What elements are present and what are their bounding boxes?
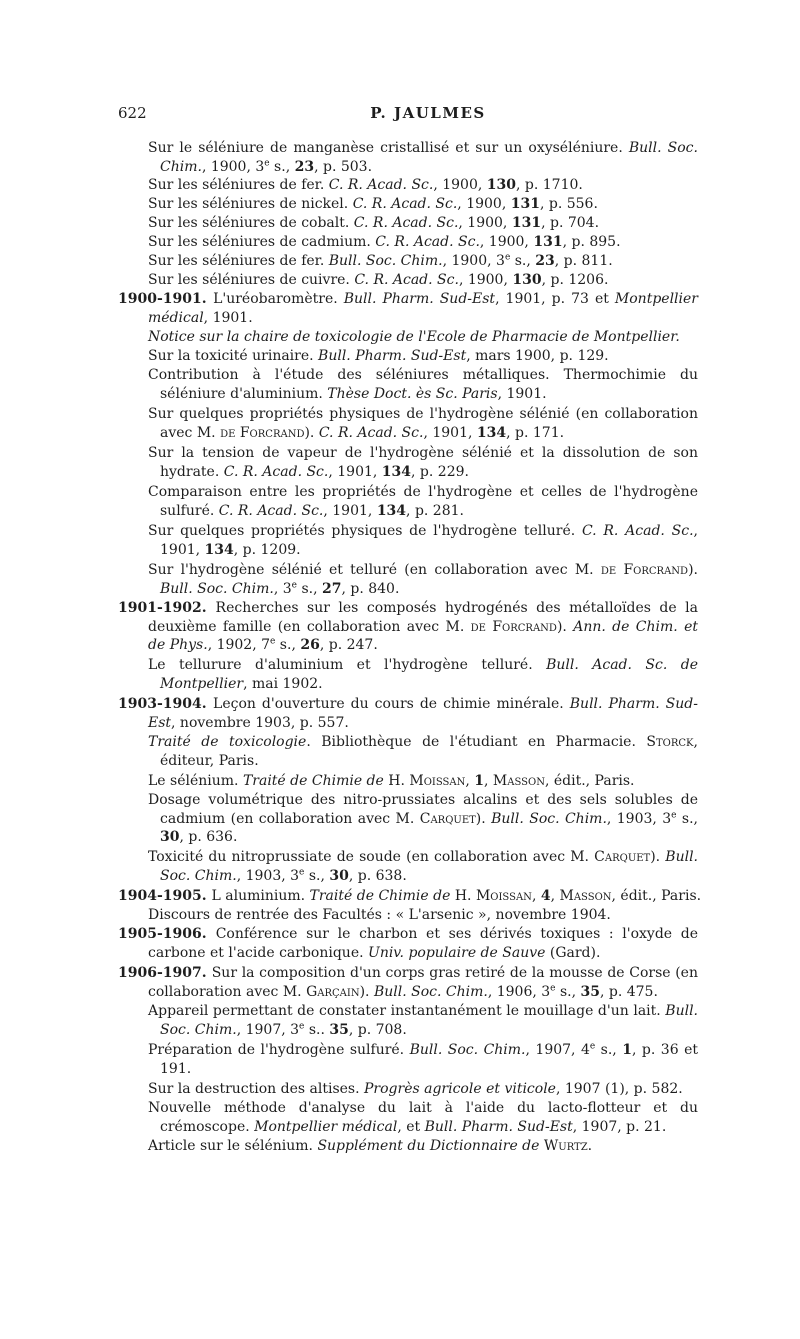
entry-text: Montpellier médical — [148, 291, 698, 326]
entry-text: Le tellurure d'aluminium et l'hydrogène telluré. — [148, 657, 547, 673]
entry-text: Bull. Pharm. Sud-Est — [343, 291, 496, 307]
entry-text: s.. — [304, 1021, 330, 1038]
entry-text: 1 — [474, 773, 485, 789]
entry-text: , p. 1209. — [233, 541, 301, 558]
entry-text: , 1907, 3 — [236, 1021, 300, 1038]
entry-text: 26 — [300, 637, 320, 654]
entry-text: e — [671, 809, 677, 820]
entry-text: Bull. Pharm. Sud-Est — [318, 348, 467, 364]
entry-text: L aluminium. — [211, 888, 310, 904]
entry-text: , 1906, 3 — [487, 983, 551, 1000]
entry-text: Discours de rentrée des Facultés : « L'arsenic », novembre 1904. — [148, 907, 611, 923]
entry-text: Traité de Chimie de — [309, 888, 451, 904]
entry-text: 35 — [329, 1021, 349, 1038]
entry-text: Storck — [646, 734, 694, 750]
bibliography-entry — [148, 195, 698, 214]
entry-text: Article sur le sélénium. — [148, 1138, 318, 1154]
entry-year: 1904-1905. — [118, 888, 212, 904]
entry-text: Sur la composition d'un corps gras retiré de la mousse de Corse (en collaboration avec M. — [148, 965, 698, 1000]
entry-year: 1901-1902. — [118, 600, 216, 616]
entry-text: 134 — [376, 502, 407, 519]
entry-text: . — [587, 1138, 593, 1154]
entry-text: Garçain — [306, 983, 360, 1000]
entry-text: , p. 638. — [348, 867, 407, 884]
entry-text: Sur le séléniure de manganèse cristallisé et sur un oxyséléniure. — [148, 140, 629, 156]
bibliography-entry — [148, 791, 698, 847]
entry-text: , 1900, 3 — [201, 158, 265, 175]
entry-text: , et — [397, 1118, 425, 1135]
entry-text: C. R. Acad. Sc. — [353, 215, 459, 231]
entry-text: e — [299, 1020, 305, 1031]
entry-text: Bull. Pharm. Sud-Est — [424, 1118, 573, 1135]
entry-text: Sur les séléniures de fer. — [148, 177, 329, 193]
bibliography-entry — [148, 444, 698, 481]
entry-text: 23 — [294, 158, 315, 175]
entry-text: , 1907 (1), p. 582. — [555, 1081, 683, 1097]
entry-text: H. — [383, 773, 410, 789]
page-header — [118, 104, 738, 126]
entry-text: e — [550, 982, 556, 993]
entry-year: 1900-1901. — [118, 291, 214, 307]
entry-text: , p. 229. — [411, 463, 469, 480]
entry-text: Carquet — [419, 810, 476, 827]
entry-text: Thèse Doct. ès Sc. Paris — [327, 385, 498, 402]
bibliography-entry — [148, 1137, 698, 1156]
entry-text: s., — [595, 1042, 623, 1058]
entry-text: Traité de toxicologie — [148, 734, 307, 750]
entry-text: Sur quelques propriétés physiques de l'hydrogène telluré. — [148, 523, 582, 539]
bibliography-entry — [148, 848, 698, 885]
entry-text: Bull. Soc. Chim. — [328, 253, 443, 269]
entry-text: Moissan — [409, 773, 466, 789]
entry-text: , 1900, — [458, 272, 513, 288]
entry-text: , p. 1710. — [516, 177, 583, 193]
entry-text: , novembre 1903, p. 557. — [171, 714, 349, 731]
entry-text: 131 — [511, 215, 542, 231]
entry-text: 131 — [533, 234, 563, 250]
entry-text: Conférence sur le charbon et ses dérivés toxiques : l'oxyde de carbone et l'acide carbonique. — [148, 926, 698, 961]
entry-text: Bull. Soc. Chim. — [160, 1003, 698, 1038]
entry-text: Bull. Soc. Chim. — [160, 580, 274, 597]
bibliography-entry — [148, 405, 698, 442]
entry-text: Moissan — [475, 888, 532, 904]
bibliography-entry — [148, 366, 698, 403]
entry-year: 1906-1907. — [118, 965, 212, 981]
entry-text: 23 — [535, 253, 555, 269]
entry-text: , 1901, — [328, 463, 382, 480]
entry-text: , 1901, — [423, 424, 477, 441]
entry-text: s., — [676, 810, 698, 827]
entry-text: Appareil permettant de constater instantanément le mouillage d'un lait. — [148, 1003, 666, 1019]
bibliography-entry — [148, 233, 698, 252]
entry-text: e — [504, 252, 511, 263]
entry-text: , p. 247. — [319, 637, 378, 654]
entry-text: Bull. Acad. Sc. de Montpellier — [160, 657, 698, 692]
entry-text: Notice sur la chaire de toxicologie de l'Ecole de Pharmacie de Montpellier. — [148, 329, 680, 345]
bibliography-entry — [118, 887, 702, 906]
entry-text: , mars 1900, p. 129. — [466, 348, 609, 364]
entry-text: , 1907, 4 — [525, 1042, 590, 1058]
entry-text: C. R. Acad. Sc. — [581, 523, 694, 539]
entry-text: 30 — [329, 867, 349, 884]
entry-text: s., — [304, 867, 330, 884]
entry-text: 27 — [322, 580, 342, 597]
entry-text: Sur la tension de vapeur de l'hydrogène sélénié et la dissolution de son hydrate. — [148, 445, 698, 480]
entry-text: 30 — [160, 829, 180, 846]
entry-text: Traité de Chimie de — [242, 773, 384, 789]
entry-text: 4 — [540, 888, 551, 904]
entry-text: C. R. Acad. Sc. — [328, 177, 434, 193]
entry-text: , p. 811. — [554, 253, 613, 269]
entry-text: , p. 36 et 191. — [160, 1042, 698, 1077]
entry-text: Sur quelques propriétés physiques de l'hydrogène sélénié (en collaboration avec M. — [148, 406, 698, 441]
entry-text: de Forcrand — [220, 424, 305, 441]
entry-text: C. R. Acad. Sc. — [352, 196, 458, 212]
entry-text: , 3 — [273, 580, 292, 597]
bibliography-entry — [148, 139, 698, 176]
bibliography-entry — [118, 599, 698, 655]
entry-text: Sur les séléniures de fer. — [148, 253, 329, 269]
entry-text: Sur l'hydrogène sélénié et telluré (en collaboration avec M. — [148, 562, 601, 578]
entry-text: H. — [450, 888, 476, 904]
entry-text: C. R. Acad. Sc. — [218, 502, 324, 519]
entry-text: Bull. Pharm. Sud-Est — [148, 696, 698, 731]
entry-text: Préparation de l'hydrogène sulfuré. — [148, 1042, 410, 1058]
entry-text: , 1900, — [458, 215, 512, 231]
entry-text: Sur la destruction des altises. — [148, 1081, 364, 1097]
entry-text: Carquet — [594, 849, 651, 865]
entry-text: s., — [555, 983, 581, 1000]
entry-text: Sur les séléniures de cobalt. — [148, 215, 354, 231]
bibliography-entry — [148, 733, 698, 770]
bibliography-entry — [118, 695, 698, 732]
entry-text: , — [465, 773, 475, 789]
entry-text: de Forcrand — [470, 618, 557, 635]
bibliography-entry — [148, 1041, 698, 1078]
entry-text: Comparaison entre les propriétés de l'hydrogène et celles de l'hydrogène sulfuré. — [148, 484, 698, 519]
bibliography-entry — [148, 271, 698, 290]
entry-text: , 1900, 3 — [442, 253, 505, 269]
entry-text: e — [589, 1041, 596, 1052]
entry-text: 134 — [476, 424, 507, 441]
entry-text: L'uréobaromètre. — [213, 291, 344, 307]
entry-text: Bull. Soc. Chim. — [160, 849, 698, 884]
bibliography-entry — [148, 347, 698, 366]
bibliography-entry — [148, 772, 698, 791]
entry-text: ). — [304, 424, 319, 441]
bibliography-entry — [148, 483, 698, 520]
bibliography-entry — [148, 1002, 698, 1039]
entry-text: Nouvelle méthode d'analyse du lait à l'aide du lacto-flotteur et du crémoscope. — [148, 1100, 698, 1135]
entry-text: , p. 1206. — [541, 272, 609, 288]
entry-text: , éditeur, Paris. — [160, 734, 698, 769]
entry-text: 1 — [622, 1042, 632, 1058]
bibliography-entry — [118, 964, 698, 1001]
entry-text: e — [291, 579, 297, 590]
bibliography-entry — [148, 656, 698, 693]
bibliography-entry — [118, 925, 698, 962]
entry-text: C. R. Acad. Sc. — [354, 272, 459, 288]
entry-text: , 1900, — [433, 177, 487, 193]
entry-text: Masson — [559, 888, 612, 904]
bibliography-entry — [118, 290, 698, 327]
entry-text: Leçon d'ouverture du cours de chimie minérale. — [213, 696, 570, 712]
entry-text: s., — [297, 580, 322, 597]
entry-text: , 1901. — [497, 385, 547, 402]
entry-text: Sur les séléniures de cadmium. — [148, 234, 376, 250]
entry-text: s., — [269, 158, 295, 175]
entry-text: , p. 708. — [348, 1021, 407, 1038]
page-number: 622 — [118, 104, 147, 122]
entry-text: . Bibliothèque de l'étudiant en Pharmacie. — [306, 734, 647, 750]
bibliography-entry — [148, 252, 698, 271]
bibliography-entry — [148, 906, 698, 925]
entry-year: 1903-1904. — [118, 696, 214, 712]
entry-text: Bull. Soc. Chim. — [491, 810, 607, 827]
entry-text: 130 — [512, 272, 542, 288]
entry-text: C. R. Acad. Sc. — [318, 424, 424, 441]
entry-text: , p. 503. — [314, 158, 373, 175]
entry-text: de Forcrand — [600, 562, 689, 578]
entry-text: Univ. populaire de Sauve — [368, 944, 546, 961]
entry-text: C. R. Acad. Sc. — [223, 463, 329, 480]
entry-text: Toxicité du nitroprussiate de soude (en collaboration avec M. — [148, 849, 595, 865]
entry-text: C. R. Acad. Sc. — [375, 234, 480, 250]
entry-text: Contribution à l'étude des séléniures métalliques. Thermochimie du séléniure d'aluminium. — [148, 367, 698, 402]
entry-text: , 1901. — [203, 309, 253, 326]
entry-text: , p. 704. — [541, 215, 600, 231]
entry-text: , 1907, p. 21. — [572, 1118, 667, 1135]
entry-text: , — [484, 773, 493, 789]
entry-text: ). — [475, 810, 492, 827]
entry-text: Sur les séléniures de nickel. — [148, 196, 353, 212]
bibliography-entry — [148, 1080, 698, 1099]
entry-text: Wurtz — [543, 1138, 588, 1154]
entry-text: Dosage volumétrique des nitro-prussiates alcalins et des sels solubles de cadmium (en collaboration avec M. — [148, 792, 698, 827]
bibliography-entry — [148, 214, 698, 233]
entry-text: , p. 475. — [599, 983, 658, 1000]
bibliography-entry — [148, 1099, 698, 1136]
bibliography-entry — [148, 522, 698, 559]
entry-text: Bull. Soc. Chim. — [160, 140, 698, 175]
entry-text: Ann. de Chim. et de Phys. — [148, 618, 698, 654]
entry-text: , p. 556. — [539, 196, 598, 212]
entry-text: Sur la toxicité urinaire. — [148, 348, 319, 364]
entry-text: , 1902, 7 — [207, 637, 271, 654]
entry-year: 1905-1906. — [118, 926, 216, 942]
entry-text: (Gard). — [545, 944, 601, 961]
entry-text: 134 — [204, 541, 234, 558]
entry-text: , 1903, 3 — [236, 867, 300, 884]
entry-text: Supplément du Dictionnaire de — [317, 1138, 540, 1154]
entry-text: ). — [650, 849, 666, 865]
entry-text: 130 — [486, 177, 517, 193]
bibliography-entry — [148, 328, 698, 347]
bibliography-entry — [148, 561, 698, 598]
entry-text: Recherches sur les composés hydrogénés des métalloïdes de la deuxième famille (en collaboration avec M. — [148, 600, 698, 635]
entry-text: , — [550, 888, 560, 904]
entry-text: , p. 171. — [506, 424, 565, 441]
entry-text: s., — [275, 637, 301, 654]
entry-text: Bull. Soc. Chim. — [409, 1042, 526, 1058]
entry-text: e — [299, 866, 305, 877]
entry-text: Masson — [492, 773, 545, 789]
entry-text: , édit., Paris. — [611, 888, 702, 904]
entry-text: , p. 281. — [406, 502, 464, 519]
entry-text: Le sélénium. — [148, 773, 243, 789]
entry-text: , 1901, p. 73 et — [495, 291, 615, 307]
entry-text: , p. 895. — [562, 234, 621, 250]
entry-text: ). — [688, 562, 698, 578]
entry-text: 131 — [510, 196, 540, 212]
entry-text: ). — [359, 983, 374, 1000]
entry-text: , 1901, — [160, 523, 698, 558]
running-title: P. JAULMES — [370, 104, 486, 122]
entry-text: , p. 636. — [179, 829, 238, 846]
entry-text: Sur les séléniures de cuivre. — [148, 272, 355, 288]
entry-text: 35 — [580, 983, 600, 1000]
bibliography-entry — [148, 176, 698, 195]
entry-text: ). — [556, 618, 574, 635]
entry-text: Montpellier médical — [254, 1118, 398, 1135]
entry-text: 134 — [381, 463, 412, 480]
entry-text: , — [531, 888, 541, 904]
entry-text: Progrès agricole et viticole — [364, 1081, 556, 1097]
entry-text: , 1900, — [479, 234, 534, 250]
entry-text: , 1903, 3 — [606, 810, 672, 827]
entry-text: , 1900, — [457, 196, 511, 212]
entry-text: , 1901, — [323, 502, 377, 519]
entry-text: e — [270, 636, 276, 647]
entry-text: Bull. Soc. Chim. — [373, 983, 488, 1000]
entry-text: , édit., Paris. — [544, 773, 635, 789]
entry-text: e — [264, 157, 270, 168]
entry-text: , p. 840. — [341, 580, 400, 597]
entry-text: , mai 1902. — [243, 675, 323, 692]
entry-text: s., — [510, 253, 536, 269]
